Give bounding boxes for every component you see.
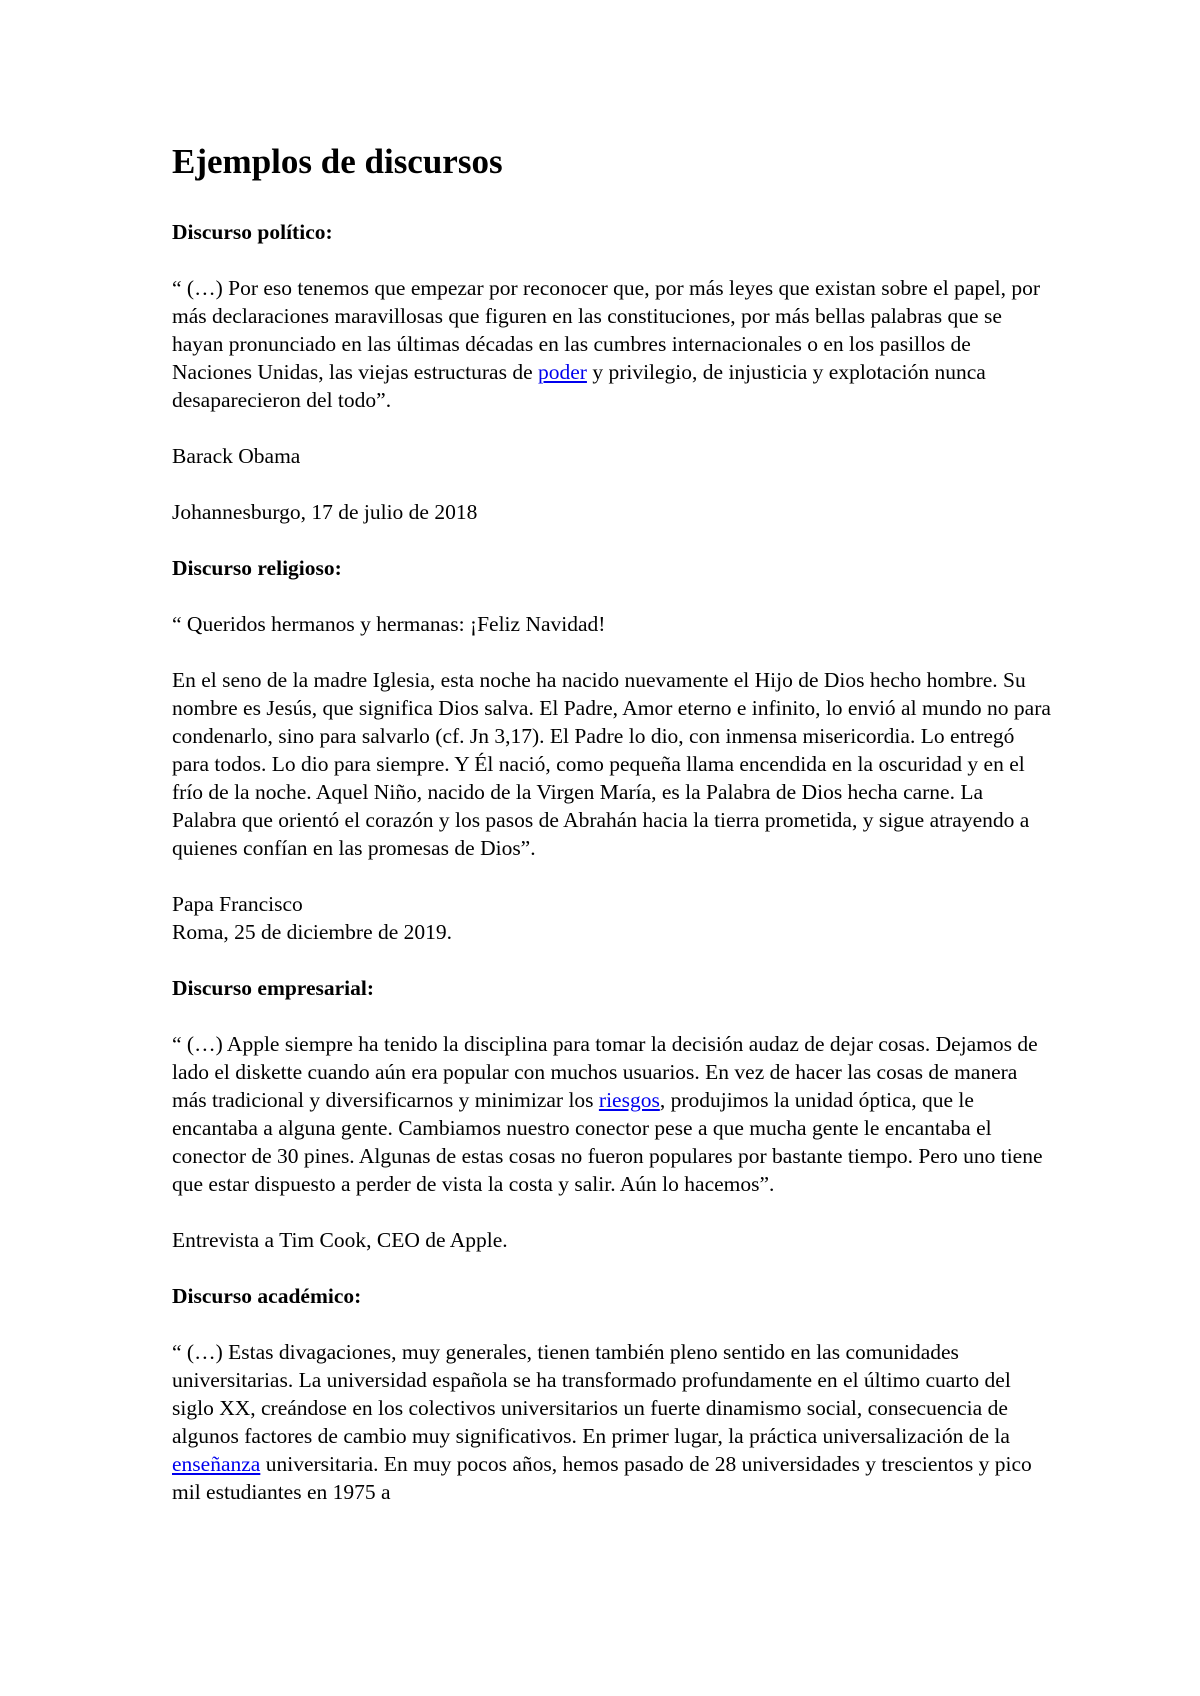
section-academico <box>172 1282 1052 1506</box>
quote-text: “ (…) Por eso tenemos que empezar por reconocer que, por más leyes que existan sobre el papel, por más declaraciones maravillosas que figuren en las constituciones, por más bellas palabras que se hayan pronunciado en las últimas décadas en las cumbres internacionales o en los pasillos de Naciones Unidas, las viejas estructuras de <box>172 276 1041 384</box>
quote-text: “ (…) Apple siempre ha tenido la disciplina para tomar la decisión audaz de dejar cosas. Dejamos de lado el diskette cuando aún era popular con muchos usuarios. En vez de hacer las cosas de manera más tradicional y diversificarnos y minimizar los <box>172 1032 1038 1112</box>
quote-religioso-intro: “ Queridos hermanos y hermanas: ¡Feliz Navidad! <box>172 612 606 636</box>
section-heading-academico: Discurso académico: <box>172 1284 362 1308</box>
author-block-religioso <box>172 890 1052 946</box>
quote-empresarial <box>172 1030 1052 1198</box>
section-empresarial <box>172 974 1052 1254</box>
author-politico: Barack Obama <box>172 444 301 468</box>
link-riesgos[interactable]: riesgos <box>598 1088 660 1112</box>
quote-text: “ (…) Estas divagaciones, muy generales, tienen también pleno sentido en las comunidades universitarias. La universidad española se ha transformado profundamente en el último cuarto del siglo XX, creándose en los colectivos universitarios un fuerte dinamismo social, consecuencia de algunos factores de cambio muy significativos. En primer lugar, la práctica universalización de la <box>172 1340 1011 1448</box>
author-religioso: Papa Francisco <box>172 892 303 916</box>
link-ensenanza[interactable]: enseñanza <box>172 1452 261 1476</box>
section-heading-religioso: Discurso religioso: <box>172 556 342 580</box>
quote-text: , produjimos la unidad óptica, que le encantaba a alguna gente. Cambiamos nuestro conector pese a que mucha gente le encantaba el conector de 30 pines. Algunas de estas cosas no fueron populares por bastante tiempo. Pero uno tiene que estar dispuesto a perder de vista la costa y salir. Aún lo hacemos”. <box>172 1088 1043 1196</box>
quote-academico <box>172 1338 1052 1506</box>
place-date-religioso: Roma, 25 de diciembre de 2019. <box>172 920 453 944</box>
section-heading-empresarial: Discurso empresarial: <box>172 976 375 1000</box>
quote-text: y privilegio, de injusticia y explotación nunca desaparecieron del todo”. <box>172 360 986 412</box>
document-page <box>172 140 1052 1534</box>
section-heading-politico: Discurso político: <box>172 220 333 244</box>
source-empresarial: Entrevista a Tim Cook, CEO de Apple. <box>172 1228 508 1252</box>
quote-religioso-body: En el seno de la madre Iglesia, esta noche ha nacido nuevamente el Hijo de Dios hecho hombre. Su nombre es Jesús, que significa Dios salva. El Padre, Amor eterno e infinito, lo envió al mundo no para condenarlo, sino para salvarlo (cf. Jn 3,17). El Padre lo dio, con inmensa misericordia. Lo entregó para todos. Lo dio para siempre. Y Él nació, como pequeña llama encendida en la oscuridad y en el frío de la noche. Aquel Niño, nacido de la Virgen María, es la Palabra de Dios hecha carne. La Palabra que orientó el corazón y los pasos de Abrahán hacia la tierra prometida, y sigue atrayendo a quienes confían en las promesas de Dios”. <box>172 668 1051 860</box>
quote-politico <box>172 274 1052 414</box>
place-date-politico: Johannesburgo, 17 de julio de 2018 <box>172 500 478 524</box>
section-politico <box>172 218 1052 526</box>
document-title: Ejemplos de discursos <box>172 142 503 181</box>
quote-text: universitaria. En muy pocos años, hemos pasado de 28 universidades y trescientos y pico mil estudiantes en 1975 a <box>172 1452 1032 1504</box>
section-religioso <box>172 554 1052 946</box>
link-poder[interactable]: poder <box>537 360 587 384</box>
